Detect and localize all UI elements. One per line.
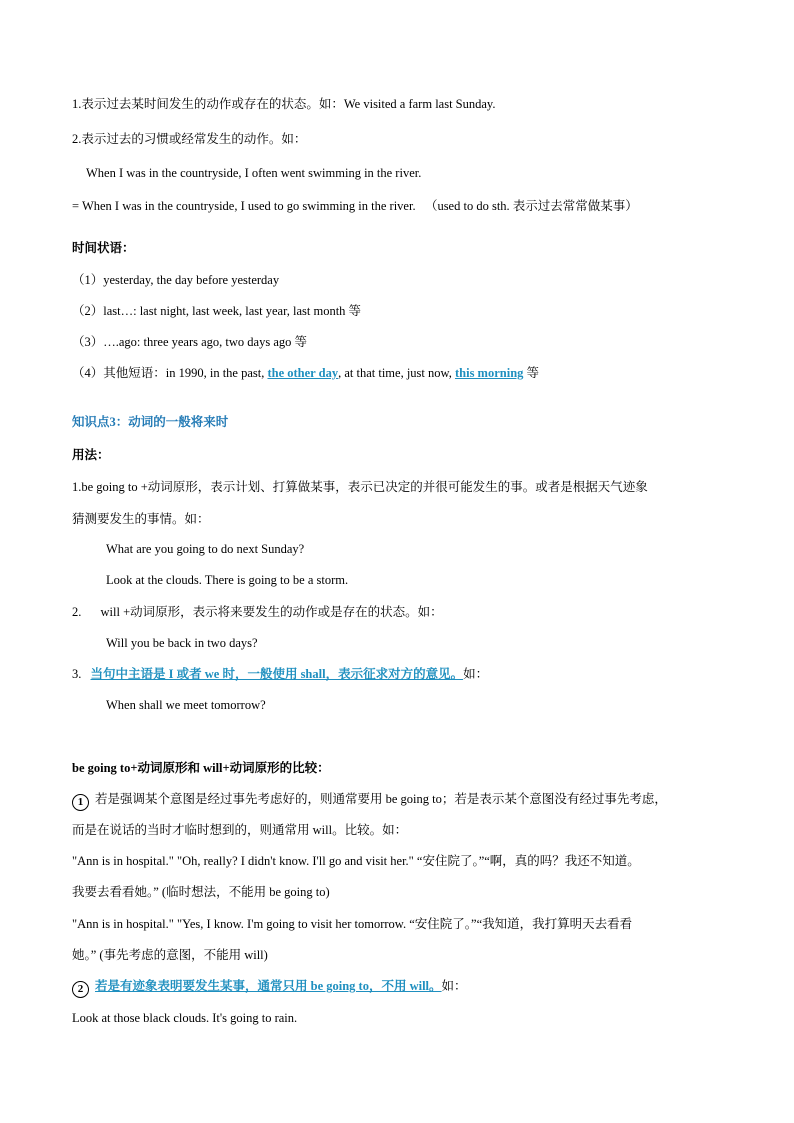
compare-1-text: 若是强调某个意图是经过事先考虑好的，则通常要用 be going to；若是表示某个意图没有经过事先考虑， [95,792,667,806]
highlight-the-other-day: the other day [267,366,339,380]
adverbial-3: （3）….ago: three years ago, two days ago 等 [72,335,308,349]
usage-1: 1.表示过去某时间发生的动作或存在的状态。如：We visited a farm last Sunday. [72,97,496,111]
section-heading-future: 知识点3：动词的一般将来时 [72,415,229,429]
future-point-3 [72,666,488,682]
adverbial-1: （1）yesterday, the day before yesterday [72,273,280,287]
adverbial-4 [72,365,539,381]
future-example-3: Will you be back in two days? [106,636,258,650]
usage-title: 用法： [72,448,110,462]
compare-1-line-1 [72,791,667,811]
future-point-2-number: 2. [72,605,82,619]
example-sentence-2: = When I was in the countryside, I used to go swimming in the river. （used to do sth. 表示过去常常做某事） [72,199,638,213]
compare-2-highlight: 若是有迹象表明要发生某事，通常只用 be going to，不用 will。 [95,979,442,993]
compare-1-example-2-line-1: "Ann is in hospital." "Yes, I know. I'm going to visit her tomorrow. “安住院了。”“我知道，我打算明天去看看 [72,917,633,931]
example-sentence-1: When I was in the countryside, I often went swimming in the river. [86,166,422,180]
highlight-this-morning: this morning [454,366,524,380]
adverbial-4-suffix: 等 [526,366,540,380]
future-example-2: Look at the clouds. There is going to be a storm. [106,573,349,587]
future-example-1: What are you going to do next Sunday? [106,542,305,556]
adverbials-title: 时间状语： [72,241,135,255]
future-point-1-line-1: 1.be going to +动词原形，表示计划、打算做某事，表示已决定的并很可能发生的事。或者是根据天气迹象 [72,480,648,494]
future-point-3-suffix: 如： [463,667,489,681]
compare-1-example-1-line-1: "Ann is in hospital." "Oh, really? I didn't know. I'll go and visit her." “安住院了。”“啊，真的吗？我还不知道。 [72,854,640,868]
adverbial-4-mid: , at that time, just now, [338,366,452,380]
compare-2-suffix: 如： [441,979,467,993]
future-point-3-number: 3. [72,667,82,681]
future-point-3-highlight: 当句中主语是 I 或者 we 时，一般使用 shall，表示征求对方的意见。 [90,667,464,681]
circled-number-1: 1 [72,794,89,811]
adverbial-4-prefix: （4）其他短语：in 1990, in the past, [72,366,265,380]
future-point-1-line-2: 猜测要发生的事情。如： [72,512,210,526]
circled-number-2: 2 [72,981,89,998]
compare-2-line [72,978,467,998]
compare-title: be going to+动词原形和 will+动词原形的比较： [72,761,330,775]
compare-1-example-1-line-2: 我要去看看她。” (临时想法，不能用 be going to) [72,885,330,899]
adverbial-2: （2）last…: last night, last week, last year, last month 等 [72,304,362,318]
compare-1-example-2-line-2: 她。” (事先考虑的意图，不能用 will) [72,948,268,962]
compare-2-example: Look at those black clouds. It's going to rain. [72,1011,298,1025]
usage-2: 2.表示过去的习惯或经常发生的动作。如： [72,132,307,146]
future-point-2-text: will +动词原形，表示将来要发生的动作或是存在的状态。如： [100,605,443,619]
future-point-2 [72,604,443,620]
compare-1-line-2: 而是在说话的当时才临时想到的，则通常用 will。比较。如： [72,823,408,837]
future-example-4: When shall we meet tomorrow? [106,698,266,712]
